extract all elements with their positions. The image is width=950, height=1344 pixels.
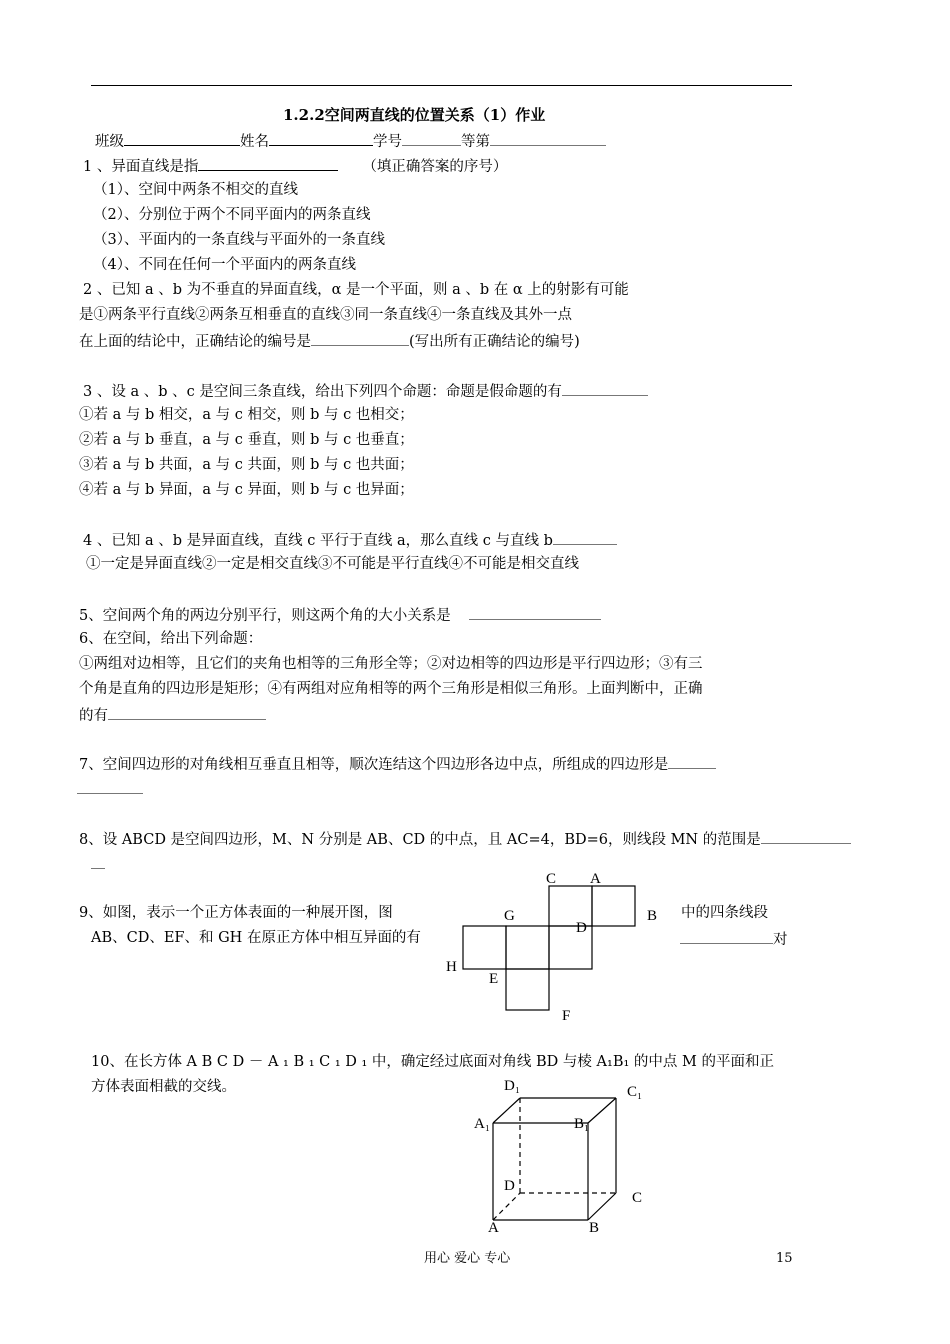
q6-line-2: 个角是直角的四边形是矩形；④有两组对应角相等的两个三角形是相似三角形。上面判断中，正确 — [79, 681, 703, 697]
q1-option-2: （2）、分别位于两个不同平面内的两条直线 — [93, 207, 371, 223]
net-label-c: C — [546, 871, 557, 887]
page-title: 1.2.2空间两直线的位置关系（1）作业 — [283, 106, 546, 124]
edge-b1-c1 — [588, 1098, 616, 1123]
q1-option-4: （4）、不同在任何一个平面内的两条直线 — [93, 257, 356, 273]
q9-line-1a: 9、如图，表示一个正方体表面的一种展开图，图 — [79, 905, 393, 921]
net-label-a: A — [590, 871, 601, 887]
q6-line-1: ①两组对边相等，且它们的夹角也相等的三角形全等；②对边相等的四边形是平行四边形；③有三 — [79, 656, 703, 672]
cuboid-label-d1: D₁ — [504, 1078, 521, 1094]
q1-option-1: （1）、空间中两条不相交的直线 — [93, 182, 298, 198]
net-label-g: G — [504, 908, 515, 924]
cuboid-label-c1: C₁ — [627, 1084, 643, 1100]
q1-hint: （填正确答案的序号） — [362, 159, 508, 175]
net-label-h: H — [446, 959, 457, 975]
q9-line-1b: 中的四条线段 — [681, 905, 768, 921]
q2-line-3b: (写出所有正确结论的编号) — [409, 334, 580, 350]
q2-line-2: 是①两条平行直线②两条互相垂直的直线③同一条直线④一条直线及其外一点 — [79, 307, 572, 323]
q6-stem: 6、在空间，给出下列命题： — [79, 631, 263, 647]
cuboid-label-b1: B₁ — [574, 1116, 590, 1132]
q3-item-4: ④若 a 与 b 异面，a 与 c 异面，则 b 与 c 也异面； — [79, 482, 414, 498]
cuboid-label-d: D — [504, 1178, 515, 1194]
cuboid-label-a1: A₁ — [474, 1116, 491, 1132]
cuboid-label-c: C — [632, 1190, 643, 1206]
q7-stem: 7、空间四边形的对角线相互垂直且相等，顺次连结这个四边形各边中点，所组成的四边形是 — [79, 757, 669, 773]
q8-stem: 8、设 ABCD 是空间四边形，M、N 分别是 AB、CD 的中点，且 AC=4，BD=6，则线段 MN 的范围是 — [79, 832, 761, 848]
edge-b-c — [588, 1193, 616, 1220]
name-label: 姓名 — [240, 134, 269, 150]
q4-options: ①一定是异面直线②一定是相交直线③不可能是平行直线④不可能是相交直线 — [86, 556, 579, 572]
net-label-d: D — [576, 920, 587, 936]
cuboid-label-a: A — [488, 1220, 499, 1236]
q10-line-2: 方体表面相截的交线。 — [91, 1079, 236, 1095]
q2-line-3a: 在上面的结论中，正确结论的编号是 — [79, 334, 311, 350]
id-label: 学号 — [373, 134, 402, 150]
net-label-f: F — [562, 1008, 571, 1024]
edge-a1-d1 — [493, 1098, 520, 1123]
q6-line-3: 的有 — [79, 708, 108, 724]
grade-label: 等第 — [461, 134, 490, 150]
page-number: 15 — [776, 1251, 793, 1266]
q3-stem: 3 、设 a 、b 、c 是空间三条直线，给出下列四个命题：命题是假命题的有 — [83, 384, 562, 400]
q3-item-1: ①若 a 与 b 相交，a 与 c 相交，则 b 与 c 也相交； — [79, 407, 414, 423]
class-label: 班级 — [95, 134, 124, 150]
net-label-b: B — [647, 908, 658, 924]
q9-line-2b: 对 — [773, 932, 788, 948]
q3-item-3: ③若 a 与 b 共面，a 与 c 共面，则 b 与 c 也共面； — [79, 457, 414, 473]
q1-option-3: （3）、平面内的一条直线与平面外的一条直线 — [93, 232, 385, 248]
q5-stem: 5、空间两个角的两边分别平行，则这两个角的大小关系是 — [79, 608, 451, 624]
q1-stem: 1 、异面直线是指 — [83, 159, 199, 175]
q9-line-2a: AB、CD、EF、和 GH 在原正方体中相互异面的有 — [91, 930, 421, 946]
q10-line-1: 10、在长方体 A B C D － A ₁ B ₁ C ₁ D ₁ 中，确定经过底面对角线 BD 与棱 A₁B₁ 的中点 M 的平面和正 — [91, 1054, 774, 1070]
footer-motto: 用心 爱心 专心 — [424, 1251, 511, 1266]
q2-line-1: 2 、已知 a 、b 为不垂直的异面直线，α 是一个平面，则 a 、b 在 α 上的射影有可能 — [83, 282, 629, 298]
q4-stem: 4 、已知 a 、b 是异面直线，直线 c 平行于直线 a，那么直线 c 与直线 b — [83, 533, 553, 549]
hidden-edge-a-d — [493, 1193, 520, 1220]
net-label-e: E — [489, 971, 499, 987]
cuboid-label-b: B — [589, 1220, 600, 1236]
q3-item-2: ②若 a 与 b 垂直，a 与 c 垂直，则 b 与 c 也垂直； — [79, 432, 414, 448]
